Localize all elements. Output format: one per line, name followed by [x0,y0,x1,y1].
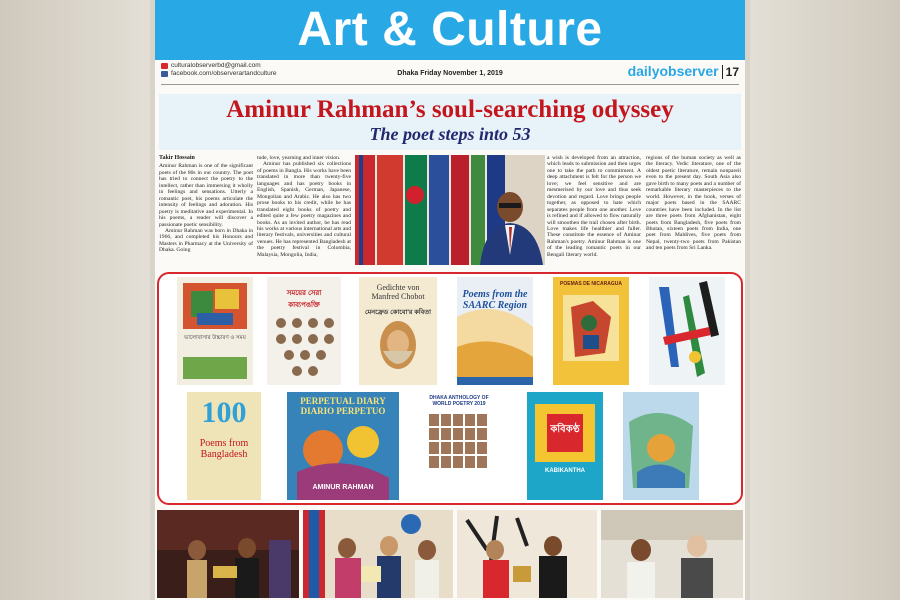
book-subtitle: Poems from Bangladesh [199,438,249,460]
divider [161,84,739,85]
book-title: POEMAS DE NICARAGUA [560,281,622,287]
book-cover [623,392,699,500]
book-title: DHAKA ANTHOLOGY OF WORLD POETRY 2019 [429,395,489,407]
paragraph: tude, love, yearning and inner vision. [257,155,341,161]
paragraph: Aminur has published six collections of poems in Bangla. His works have been translated in more than twenty-five languages and has poetry books in English, Spanish, German, Japanese, Mongolian and Arabic. He also has two prose books to his credit, while he has translated eight books of poetry and edited quite a few poetry magazines and books. As an invited author, he has read his works at various international arts and literary festivals, universities and cultural venues. He has represented Bangladesh at the poetry festival in Colombia, Malaysia, Mongolia, India, [257,161,351,258]
book-art [421,392,497,500]
poet-photo-image [355,155,545,265]
event-photo-image [303,510,453,598]
left-background [0,0,150,600]
email-icon [161,63,168,69]
book-cover [187,392,261,500]
paragraph: a wish is developed from an attraction, which leads to submission and then urges one to take the path to commitment. A deep attachment is felt for the person we love; we feel sensitive and are mesmerised by our love and thus seek devotion and regard. Love brings people together, as opposed to hate which separates people from one another. Love is refined and if allowed to flow naturally will smoothen the trail chosen after birth. Love makes life healthier and fuller. These constitute the essence of Aminur Rahman's poetry. Aminur Rahman is one of the leading romantic poets in our Bengali literary world. [547,155,641,258]
subhead: The poet steps into 53 [369,124,531,144]
page-number: 17 [722,65,739,79]
book-title: Gedichte von Manfred Chobot [371,283,425,301]
event-photo-image [457,510,597,598]
book-title: KABIKANTHA [545,468,585,474]
book-art [623,392,699,500]
right-background [750,0,900,600]
book-art [553,277,629,385]
book-cover [177,277,253,385]
masthead [155,0,745,60]
brand-logo [628,63,739,79]
book-title: সময়ের সেরা কাব্যপঙক্তি [286,290,322,309]
book-cover [287,392,399,500]
column-4 [646,155,741,252]
paragraph: regions of the human society as well as the literacy. Vedic literature, one of the oldest poetic literature, remain nonpareil even to the present day. South Asia also gave birth to many poets and a number of remarkable literary masterpieces to the world. However, in the book, verses of major poets based in the SAARC countries have been included. In the list are three poets from Afghanistan, eight poets from Bangladesh, five poets from Bhutan, sixteen poets from India, one poet from Maldives, five poets from Nepal, twenty-two poets from Pakistan and ten poets from Sri Lanka. [646,155,741,252]
section-title: Art & Culture [297,3,603,56]
book-covers-panel [157,272,743,505]
event-photo [601,510,743,598]
event-photo [303,510,453,598]
book-title-bangla: কবিকণ্ঠ [550,424,580,435]
headline-box [159,94,741,150]
headline: Aminur Rahman’s soul-searching odyssey [226,96,674,123]
book-title-bangla: মেনফ্রেড কোবো'র কবিতা [364,309,432,316]
event-photo-image [157,510,299,598]
paragraph: Aminur Rahman is one of the significant poets of the 80s in our country. The poet has tried to connect the poetry to the intellect, rather than immersing it wholly in feelings and sensations. Utterly a romantic poet, his poems articulate the intensity of feelings and adoration. His poetry is meditative and experimental. In his poems, a reader will discover a passionate poetic sensibility. [159,163,253,228]
newspaper-page [155,0,745,600]
book-title: ভালোবাসার উচ্চারণ ও সময় [184,335,246,341]
book-title: 100 [201,396,247,429]
byline: Takir Hossain [159,155,195,161]
book-cover [421,392,497,500]
event-photo [157,510,299,598]
book-cover [359,277,437,385]
book-art [527,392,603,500]
book-author: AMINUR RAHMAN [312,484,374,491]
book-title: Poems from the SAARC Region [462,289,528,311]
email-text: culturalobserverbd@gmail.com [171,62,261,69]
event-photo-image [601,510,743,598]
book-cover [457,277,533,385]
page-meta [161,62,739,82]
column-2 [257,155,351,258]
book-art [177,277,253,385]
event-photo [457,510,597,598]
book-cover [649,277,725,385]
facebook-text: facebook.com/observerartandculture [171,70,277,77]
book-art [649,277,725,385]
book-art [359,277,437,385]
column-1 [159,155,253,254]
book-cover [527,392,603,500]
brand-name: dailyobserver [627,63,719,79]
book-cover [267,277,341,385]
column-3 [547,155,641,258]
dateline: Dhaka Friday November 1, 2019 [397,70,503,77]
book-title: PERPETUAL DIARY DIARIO PERPETUO [300,396,386,416]
book-cover [553,277,629,385]
paragraph: Aminur Rahman was born in Dhaka in 1966, and completed his Honours and Masters in Pharmacy at the University of Dhaka. Going [159,227,253,254]
book-art [267,277,341,385]
poet-photo [355,155,545,265]
